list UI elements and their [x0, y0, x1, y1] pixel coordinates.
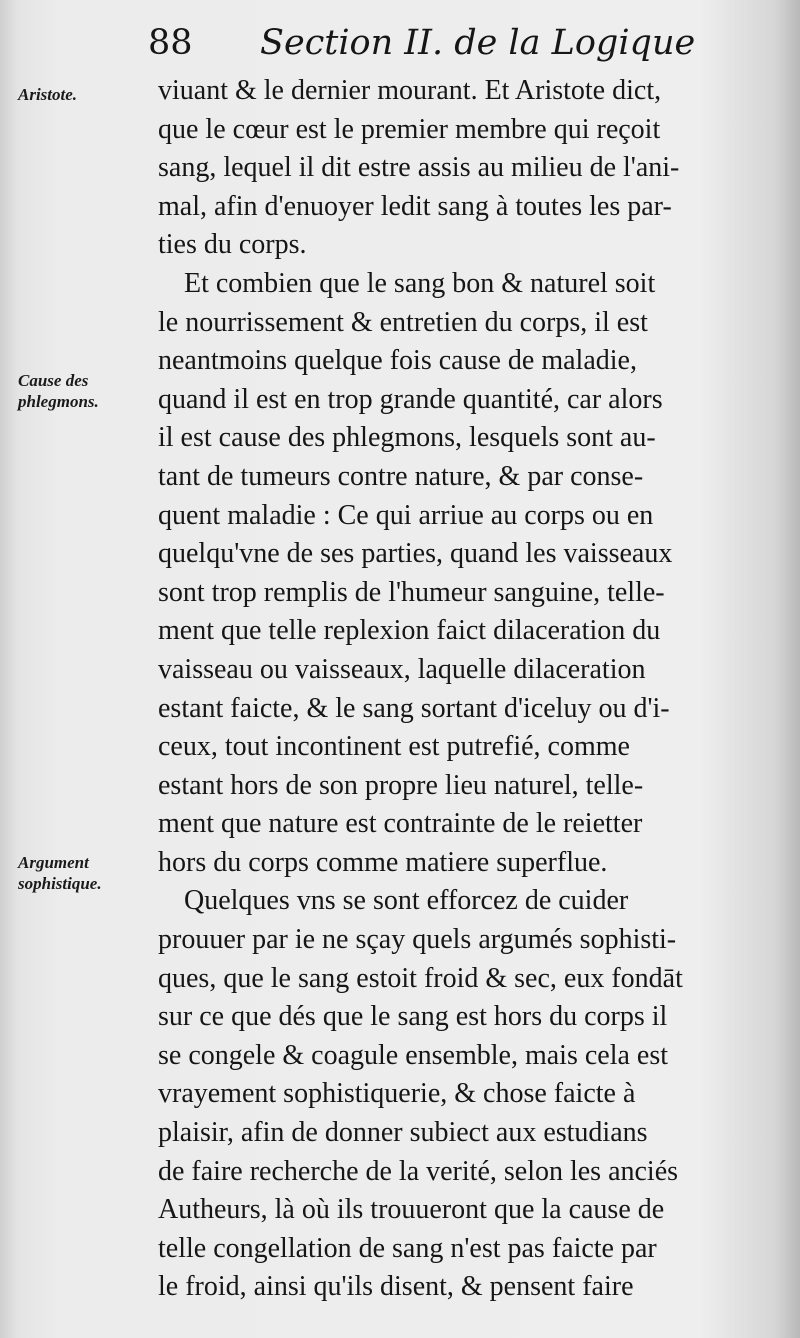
margin-note-argument-sophistique — [18, 852, 148, 894]
margin-note-line: sophistique. — [18, 874, 102, 893]
text-line: telle congellation de sang n'est pas faicte par — [158, 1232, 657, 1264]
text-line: plaisir, afin de donner subiect aux estudians — [158, 1117, 648, 1149]
text-line: ques, que le sang estoit froid & sec, eux fondāt — [158, 962, 683, 994]
text-line: sont trop remplis de l'humeur sanguine, telle- — [158, 576, 665, 608]
text-line: Quelques vns se sont efforcez de cuider — [184, 885, 629, 917]
text-line: quelqu'vne de ses parties, quand les vaisseaux — [158, 538, 673, 570]
text-line: neantmoins quelque fois cause de maladie, — [158, 345, 637, 377]
text-line: prouuer par ie ne sçay quels argumés sophisti- — [158, 924, 677, 956]
margin-note-line: Cause des — [18, 371, 89, 390]
text-line: Autheurs, là où ils trouueront que la cause de — [158, 1194, 665, 1226]
text-line: vaisseau ou vaisseaux, laquelle dilaceration — [158, 653, 646, 685]
text-line: estant faicte, & le sang sortant d'iceluy ou d'i- — [158, 692, 670, 724]
text-line: ment que telle replexion faict dilaceration du — [158, 615, 661, 647]
text-line: quand il est en trop grande quantité, car alors — [158, 383, 663, 415]
text-line: sang, lequel il dit estre assis au milieu de l'ani- — [158, 152, 680, 184]
running-head: Section II. de la Logique — [260, 23, 696, 63]
main-text-block — [158, 72, 743, 1307]
text-line: ment que nature est contrainte de le reietter — [158, 808, 643, 840]
text-line: hors du corps comme matiere superflue. — [158, 846, 608, 878]
text-line: le froid, ainsi qu'ils disent, & pensent faire — [158, 1271, 634, 1303]
margin-note-line: Aristote. — [18, 85, 78, 104]
page-header — [148, 18, 708, 68]
margin-note-aristote — [18, 84, 148, 105]
text-line: quent maladie : Ce qui arriue au corps ou en — [158, 499, 654, 531]
text-line: vrayement sophistiquerie, & chose faicte à — [158, 1078, 636, 1110]
text-line: il est cause des phlegmons, lesquels sont au- — [158, 422, 656, 454]
margin-note-line: Argument — [18, 853, 89, 872]
text-line: sur ce que dés que le sang est hors du corps il — [158, 1001, 668, 1033]
text-line: tant de tumeurs contre nature, & par conse- — [158, 460, 644, 492]
text-line: estant hors de son propre lieu naturel, telle- — [158, 769, 644, 801]
text-line: ties du corps. — [158, 229, 307, 261]
margin-note-cause-des-phlegmons — [18, 370, 148, 412]
text-line: mal, afin d'enuoyer ledit sang à toutes les par- — [158, 190, 672, 222]
text-line: Et combien que le sang bon & naturel soit — [184, 267, 656, 299]
text-line: se congele & coagule ensemble, mais cela est — [158, 1039, 669, 1071]
text-line: de faire recherche de la verité, selon les anciés — [158, 1155, 679, 1187]
text-line: que le cœur est le premier membre qui reçoit — [158, 113, 661, 145]
text-line: ceux, tout incontinent est putrefié, comme — [158, 731, 630, 763]
margin-note-line: phlegmons. — [18, 392, 99, 411]
page-number: 88 — [148, 23, 193, 63]
text-line: le nourrissement & entretien du corps, il est — [158, 306, 648, 338]
text-line: viuant & le dernier mourant. Et Aristote dict, — [158, 75, 662, 106]
